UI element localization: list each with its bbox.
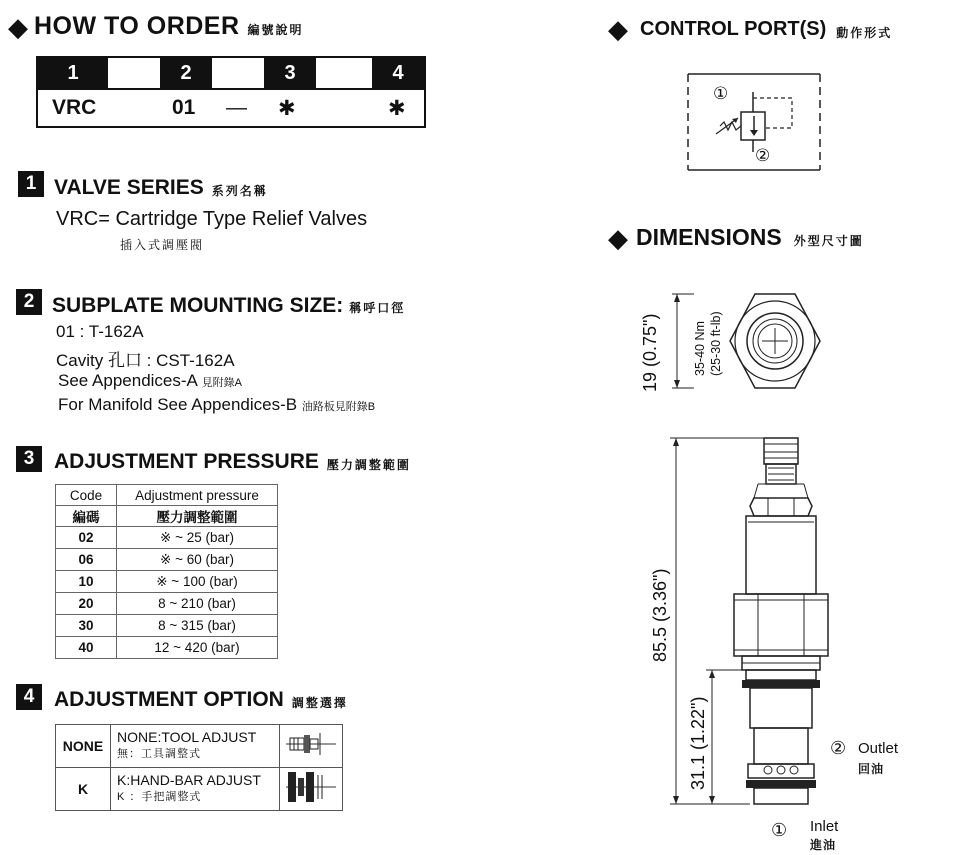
diamond-icon: ◆ [608, 14, 628, 44]
table-row [56, 593, 278, 615]
pressure-range: ※ ~ 25 (bar) [117, 527, 278, 549]
order-code-size: 01 [172, 96, 196, 119]
inlet-label: Inlet [810, 818, 839, 835]
dim-hex-label: 19 (0.75") [640, 313, 660, 392]
pressure-code: 40 [56, 637, 117, 659]
pressure-code: 06 [56, 549, 117, 571]
subplate-line4 [58, 395, 375, 415]
section-number-4: 4 [16, 684, 42, 710]
subplate-title-cn: 稱呼口徑 [349, 300, 406, 315]
subplate-line1: 01 : T-162A [56, 322, 144, 341]
option-desc: K:HAND-BAR ADJUST [117, 772, 261, 788]
table-row [56, 615, 278, 637]
pressure-range: 8 ~ 210 (bar) [117, 593, 278, 615]
diamond-icon: ◆ [8, 11, 28, 42]
inlet-label-cn: 進油 [810, 838, 837, 852]
dimensions-title: DIMENSIONS [636, 224, 782, 250]
port-1-label: ① [713, 84, 729, 103]
pressure-col-code-cn: 編碼 [56, 506, 117, 527]
option-title: ADJUSTMENT OPTION [54, 688, 284, 711]
subplate-line4-cn: 油路板見附錄B [301, 401, 376, 413]
valve-series-heading [18, 168, 268, 200]
pressure-title: ADJUSTMENT PRESSURE [54, 450, 319, 473]
outlet-label-cn: 回油 [858, 762, 885, 776]
subplate-line4-en: For Manifold See Appendices-B [58, 395, 302, 414]
pressure-code: 20 [56, 593, 117, 615]
option-table [55, 724, 343, 811]
dim-lower-label: 31.1 (1.22") [688, 696, 708, 790]
pressure-range: ※ ~ 100 (bar) [117, 571, 278, 593]
table-row [56, 549, 278, 571]
pressure-table [55, 484, 278, 659]
subplate-title: SUBPLATE MOUNTING SIZE: [52, 294, 344, 317]
torque-label-imperial: (25-30 ft-lb) [709, 311, 723, 376]
table-row [56, 527, 278, 549]
inlet-number: ① [771, 820, 788, 840]
hand-bar-adjust-icon [280, 768, 343, 811]
order-pos-2: 2 [160, 58, 212, 88]
option-desc: NONE:TOOL ADJUST [117, 729, 257, 745]
section-number-2: 2 [16, 289, 42, 315]
order-code-table [36, 56, 426, 128]
pressure-code: 30 [56, 615, 117, 637]
order-code-series: VRC [52, 96, 97, 119]
pressure-col-range-cn: 壓力調整範圍 [117, 506, 278, 527]
order-pos-1: 1 [38, 58, 108, 88]
cartridge-side-view-drawing [650, 430, 850, 810]
pressure-col-range: Adjustment pressure [117, 485, 278, 506]
order-code-dash: — [226, 96, 247, 119]
control-port-symbol [686, 72, 822, 172]
outlet-number: ② [830, 738, 847, 758]
subplate-line3 [58, 371, 242, 391]
pressure-range: 12 ~ 420 (bar) [117, 637, 278, 659]
pressure-title-cn: 壓力調整範圍 [326, 457, 411, 472]
outlet-label: Outlet [858, 740, 899, 757]
port-2-label: ② [755, 146, 771, 165]
control-port-title: CONTROL PORT(S) [640, 17, 827, 40]
pressure-range: ※ ~ 60 (bar) [117, 549, 278, 571]
table-row [56, 725, 343, 768]
dim-total-label: 85.5 (3.36") [650, 568, 670, 662]
option-title-cn: 調整選擇 [291, 695, 348, 710]
order-code-pressure: ✱ [278, 97, 296, 120]
table-row [56, 768, 343, 811]
section-number-3: 3 [16, 446, 42, 472]
diamond-icon: ◆ [608, 222, 628, 253]
how-to-order-title: HOW TO ORDER [34, 12, 240, 40]
order-pos-3: 3 [264, 58, 316, 88]
how-to-order-heading [8, 12, 304, 41]
control-port-heading [608, 16, 892, 42]
valve-series-title: VALVE SERIES [54, 176, 204, 199]
option-desc-cn: K ：手把調整式 [117, 791, 202, 803]
how-to-order-title-cn: 編號說明 [247, 23, 304, 37]
option-code: NONE [56, 725, 111, 768]
subplate-heading [16, 286, 405, 318]
table-row [56, 637, 278, 659]
tool-adjust-icon [280, 725, 343, 768]
pressure-col-code: Code [56, 485, 117, 506]
order-code-option: ✱ [388, 97, 406, 120]
subplate-line2: Cavity 孔口 : CST-162A [56, 351, 235, 370]
section-number-1: 1 [18, 171, 44, 197]
pressure-code: 10 [56, 571, 117, 593]
option-code: K [56, 768, 111, 811]
valve-series-desc-cn: 插入式調壓閥 [120, 238, 205, 252]
dimensions-title-cn: 外型尺寸圖 [793, 234, 864, 248]
order-pos-4: 4 [372, 58, 424, 88]
subplate-line3-en: See Appendices-A [58, 371, 202, 390]
hex-top-view-drawing [650, 282, 850, 398]
pressure-code: 02 [56, 527, 117, 549]
option-desc-cn: 無：工具調整式 [117, 748, 201, 760]
option-heading [16, 682, 348, 712]
control-port-title-cn: 動作形式 [836, 25, 893, 40]
pressure-heading [16, 444, 411, 474]
subplate-line3-cn: 見附錄A [201, 377, 243, 389]
torque-label: 35-40 Nm [693, 321, 707, 376]
valve-series-title-cn: 系列名稱 [211, 183, 268, 198]
table-row [56, 571, 278, 593]
dimensions-heading [608, 224, 864, 251]
pressure-range: 8 ~ 315 (bar) [117, 615, 278, 637]
valve-series-desc: VRC= Cartridge Type Relief Valves [56, 208, 368, 230]
